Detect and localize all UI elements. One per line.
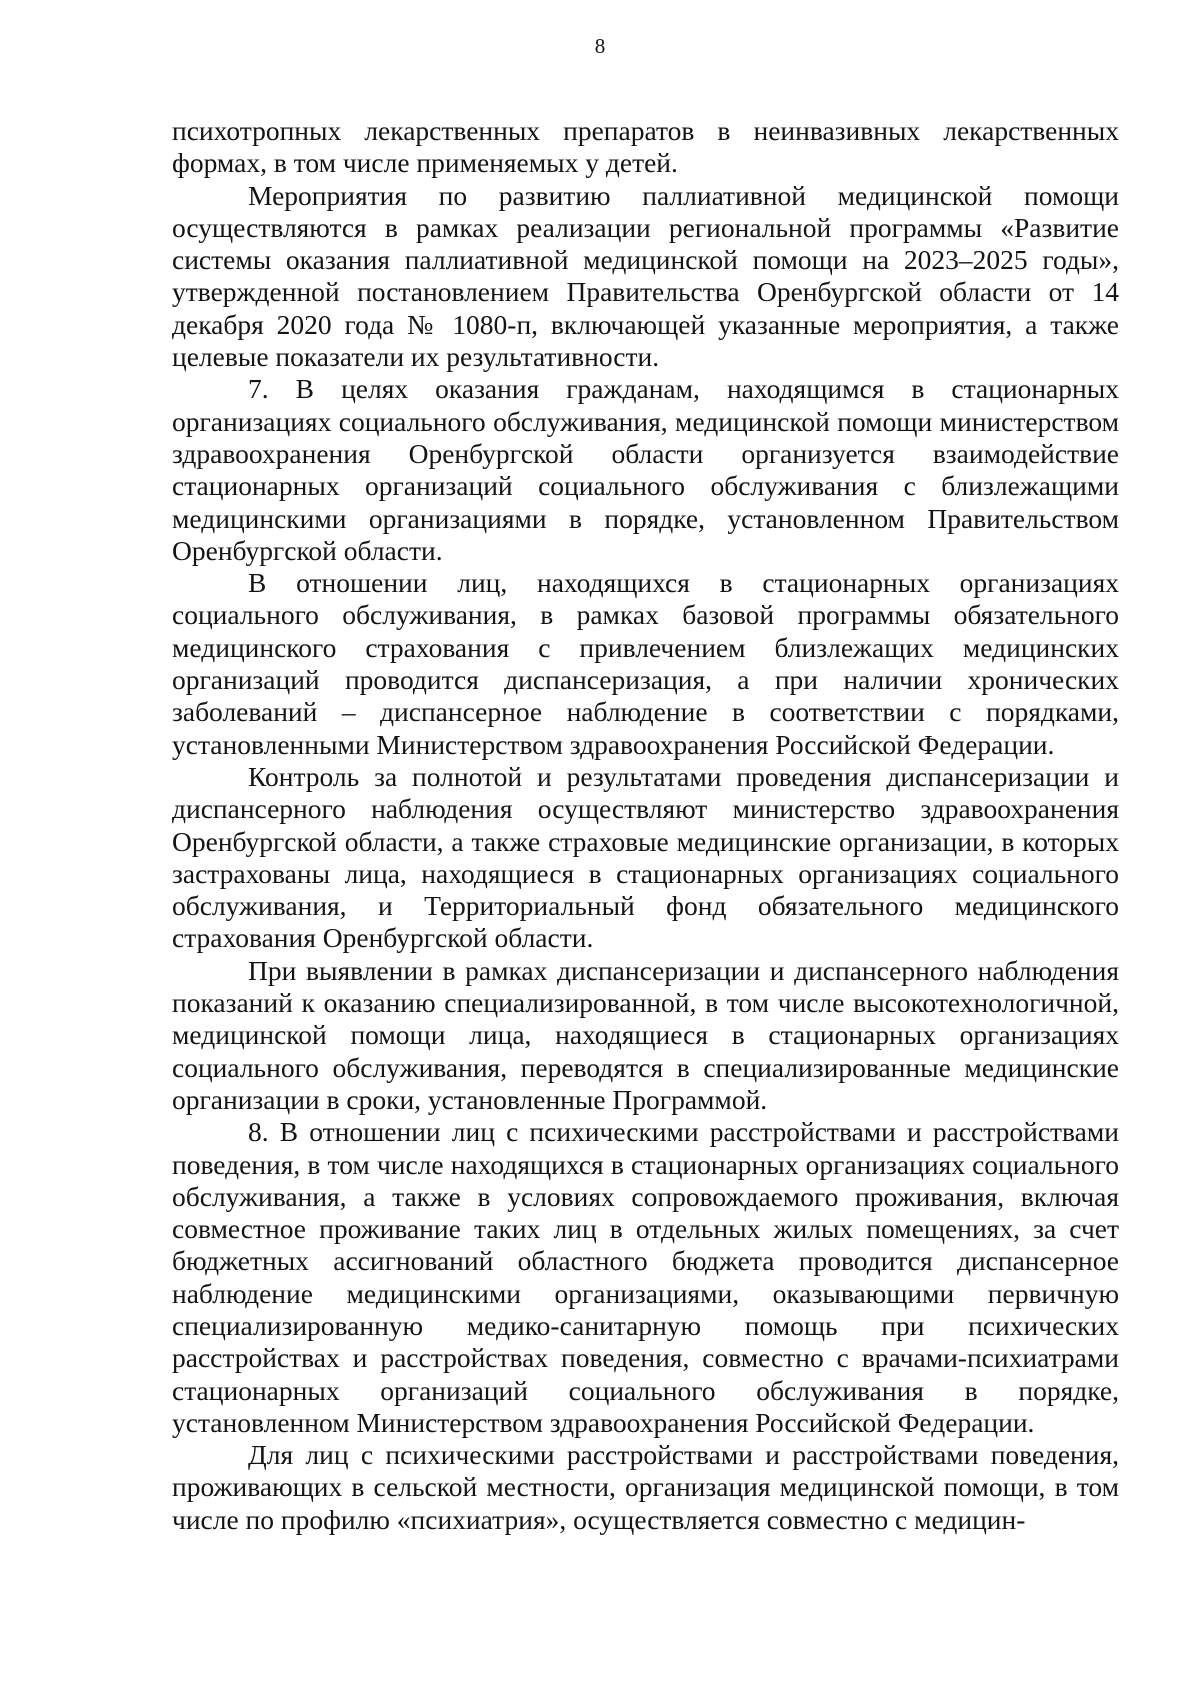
paragraph-dispensary: В отношении лиц, находящихся в стационарных организациях социального обслуживания, в рамках базовой программы обязательного медицинского страхования с привлечением близлежащих медицинских организаций проводится диспансеризация, а при наличии хронических заболеваний – диспансерное наблюдение в соответствии с порядками, установленными Министерством здравоохранения Российской Федерации. xyxy=(172,567,1119,760)
page-number: 8 xyxy=(594,34,606,58)
paragraph-item-8: 8. В отношении лиц с психическими расстройствами и расстройствами поведения, в том числе находящихся в стационарных организациях социального обслуживания, а также в условиях сопровождаемого проживания, включая совместное проживание таких лиц в отдельных жилых помещениях, за счет бюджетных ассигнований областного бюджета проводится диспансерное наблюдение медицинскими организациями, оказывающими первичную специализированную медико-санитарную помощь при психических расстройствах и расстройствах поведения, совместно с врачами-психиатрами стационарных организаций социального обслуживания в порядке, установленном Министерством здравоохранения Российской Федерации. xyxy=(172,1116,1119,1438)
paragraph-specialized-care: При выявлении в рамках диспансеризации и диспансерного наблюдения показаний к оказанию специализированной, в том числе высокотехнологичной, медицинской помощи лица, находящиеся в стационарных организациях социального обслуживания, переводятся в специализированные медицинские организации в сроки, установленные Программой. xyxy=(172,954,1119,1115)
document-body xyxy=(172,115,1119,1536)
paragraph-continuation: психотропных лекарственных препаратов в неинвазивных лекарственных формах, в том числе применяемых у детей. xyxy=(172,115,1119,179)
paragraph-rural: Для лиц с психическими расстройствами и расстройствами поведения, проживающих в сельской местности, организация медицинской помощи, в том числе по профилю «психиатрия», осуществляется совместно с медицин- xyxy=(172,1439,1119,1535)
paragraph-control: Контроль за полнотой и результатами проведения диспансеризации и диспансерного наблюдения осуществляют министерство здравоохранения Оренбургской области, а также страховые медицинские организации, в которых застрахованы лица, находящиеся в стационарных организациях социального обслуживания, и Территориальный фонд обязательного медицинского страхования Оренбургской области. xyxy=(172,760,1119,954)
paragraph-palliative-program: Мероприятия по развитию паллиативной медицинской помощи осуществляются в рамках реализации региональной программы «Развитие системы оказания паллиативной медицинской помощи на 2023–2025 годы», утвержденной постановлением Правительства Оренбургской области от 14 декабря 2020 года № 1080-п, включающей указанные мероприятия, а также целевые показатели их результативности. xyxy=(172,179,1119,373)
paragraph-item-7: 7. В целях оказания гражданам, находящимся в стационарных организациях социального обслуживания, медицинской помощи министерством здравоохранения Оренбургской области организуется взаимодействие стационарных организаций социального обслуживания с близлежащими медицинскими организациями в порядке, установленном Правительством Оренбургской области. xyxy=(172,373,1119,566)
